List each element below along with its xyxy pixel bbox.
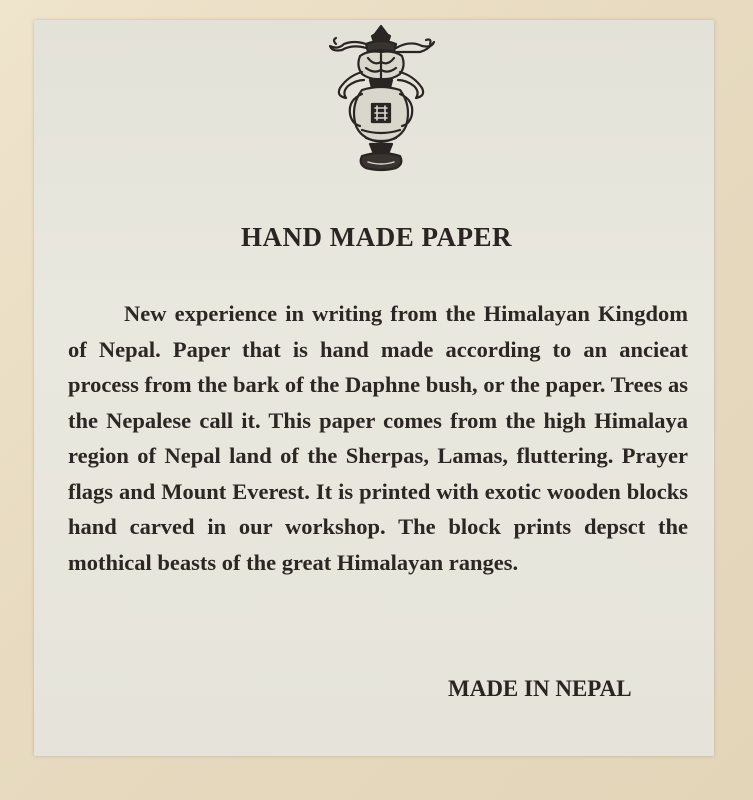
label-title: HAND MADE PAPER [241,222,512,252]
tibetan-ornament-vase-icon [322,22,440,180]
made-in-label: MADE IN NEPAL [448,676,632,701]
label-description: New experience in writing from the Himalayan Kingdom of Nepal. Paper that is hand made according to an ancieat process from the bark of the Daphne bush, or the paper. Trees as the Nepalese call it. This paper comes from the high Himalaya region of Nepal land of the Sherpas, Lamas, fluttering. Prayer flags and Mount Everest. It is printed with exotic wooden blocks hand carved in our workshop. The block prints depsct the mothical beasts of the great Himalayan ranges. [68,301,688,575]
